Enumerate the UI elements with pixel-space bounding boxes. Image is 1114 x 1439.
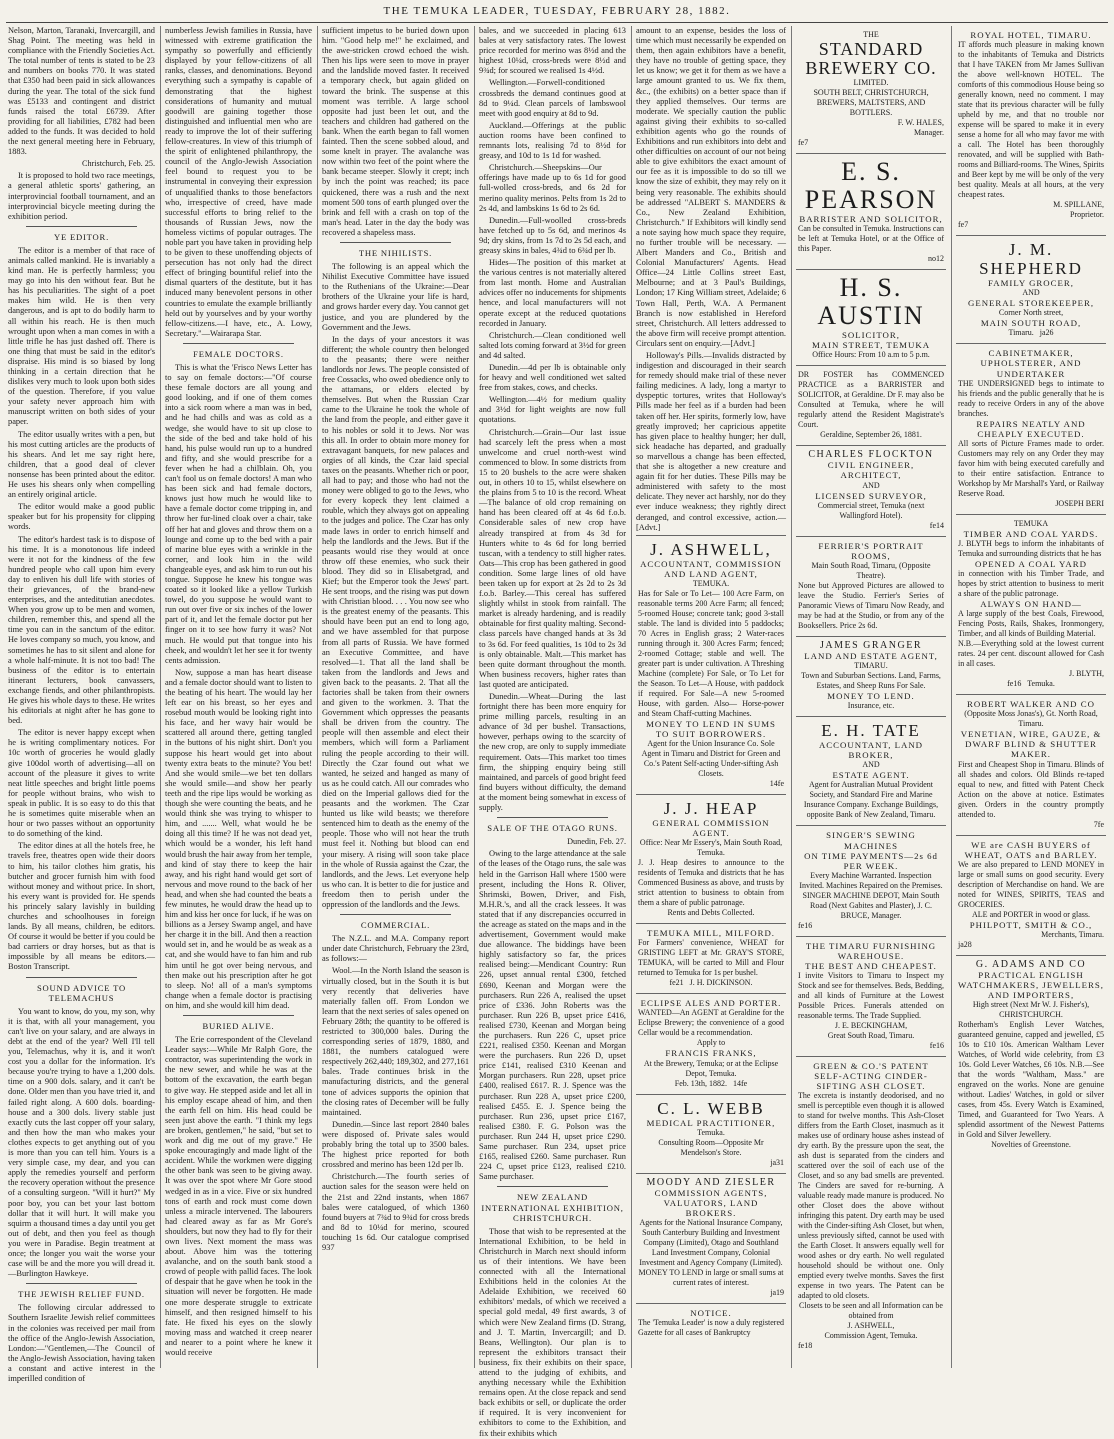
divider bbox=[183, 343, 294, 344]
headline-otago-runs: SALE OF THE OTAGO RUNS. bbox=[487, 823, 618, 834]
ad-body: Rotherham's English Lever Watches, guaranteed genuine, capped and jewelled, £5 10s to £10 10s. American Waltham Lever Watches, of World wide celebrity, from £3 10s. Gold Lever Watches, £6 10s. N.B.—See that the words "Waltham, Mass." are engraved on the works. None are genuine without. Ladies' Watches, in gold or silver cases, from 45s. Every Watch is Examined, Timed, and Guaranteed for Two Years. A splendid assortment of the Newest Patterns in Gold and Silver Jewellery. bbox=[958, 1020, 1104, 1140]
ad-the: THE bbox=[863, 30, 879, 39]
ad-date bbox=[638, 1079, 784, 1089]
ad-and: AND bbox=[862, 760, 880, 770]
ad-standard-brewery bbox=[796, 26, 946, 154]
ad-title: ROBERT WALKER AND CO bbox=[967, 699, 1095, 710]
article-text: The editor usually writes with a pen, but his most cutting articles are the products of his shears. And let me say right here, children, that a good deal of clever nonsense has been printed about the editor. He uses his shears only when compelling an entirely original article. bbox=[8, 429, 155, 500]
ad-name: J. BLYTH, bbox=[1069, 669, 1104, 679]
ad-place-text: Timaru. bbox=[1008, 328, 1034, 338]
ad-code: fe16 bbox=[929, 1041, 944, 1051]
ad-body: J. BLYTH begs to inform the inhabitants of Temuka and surrounding districts that he has bbox=[958, 538, 1104, 558]
ad-body: For Farmers' convenience, WHEAT for GRISTING LEFT at Mr. GRAY'S STORE, TEMUKA, will be carted to Mill and Flour returned to Temuka for 1s per bushel. bbox=[638, 938, 784, 978]
ad-place-text: Temuka. bbox=[1027, 679, 1055, 689]
ad-title: FERRIER'S PORTRAIT ROOMS, bbox=[818, 540, 924, 561]
article-text: Christchurch.—The fourth series of auction sales for the season were held on the 21st and 22nd instants, when 1867 bales were catalogued, of which 1360 found buyers at 7¾d to 9¾d for cross breds and 8d to 10¼d for merino, scoured touching 1s 6d. Our catalogue comprised 937 bbox=[322, 1172, 469, 1252]
headline-nihilists: THE NIHILISTS. bbox=[358, 247, 433, 258]
ad-green-co-closet bbox=[796, 1057, 946, 1356]
ad-subtitle: LAND AND ESTATE AGENT, bbox=[804, 650, 938, 661]
headline-buried-alive: BURIED ALIVE. bbox=[202, 1021, 275, 1031]
ad-name: PHILPOTT, SMITH & CO., bbox=[969, 919, 1093, 930]
ad-place: TEMUKA. bbox=[692, 578, 730, 588]
ad-title: THE TIMARU FURNISHING WAREHOUSE. bbox=[805, 940, 937, 961]
article-text: numberless Jewish families in Russia, have witnessed with extreme gratification the sympathy so powerfully and efficiently displayed by your fellow-citizens of all ranks, classes, and denominations. Beyond everything such a sympathy is capable of demonstrating that the highest considerations of humanity and mutual goodwill are gaining together those distinguished and influential men who are ready to improve the lot of their suffering fellow-creatures. In view of this triumph of the spirit of enlightened philanthropy, the council of the Anglo-Jewish Association feel bound to request you to be instrumental in conveying their expression of unqualified thanks to those benefactors who, irrespective of creed, have made successful efforts to bring relief to the thousands of Russian Jews, now the homeless victims of popular outrages. The noble part you have taken in providing help to be given to these unoffending objects of persecution has not only had the direct effect of bringing bountiful relief into the dismal quarters of the destitute, but it has induced many benevolent persons in other countries to emulate the example brilliantly held out by yourselves and by your worthy fellow-citizens.—I have, etc., A. Lowy, Secretary."—Wairarapa Star. bbox=[165, 26, 312, 338]
ad-body: Can be consulted in Temuka. Instructions can be left at Temuka Hotel, or at the Office of this Paper. bbox=[798, 224, 944, 254]
ad-trade: BREWERS, MALTSTERS, AND BOTTLERS. bbox=[816, 98, 926, 117]
ad-opened: OPENED A COAL YARD bbox=[975, 558, 1087, 569]
ad-title: ROYAL HOTEL, TIMARU. bbox=[970, 30, 1092, 40]
ad-timber-coal bbox=[956, 515, 1106, 695]
ad-foster bbox=[796, 366, 946, 446]
ad-body: Every Machine Warranted. Inspection Invited. Machines Repaired on the Premises. bbox=[799, 870, 943, 890]
ad-shepherd bbox=[956, 236, 1106, 344]
article-text: Holloway's Pills.—Invalids distracted by indigestion and discouraged in their search for remedy should make trial of these never failing medicines. A lady, long a martyr to dyspeptic tortures, writes that Holloway's Pills made her feel as if a burden had been taken off her. Her spirits, formerly low, have greatly improved; her capricious appetite has given place to healthy hunger; her dull, sick headache has departed, and gradually so marvellous a change has been effected, that she is altogether a new creature and again fit for her duties. These Pills may be administered with safety to the most delicate. They never act harshly, nor do they ever induce weakness; they rightly direct deranged, and control excessive, action.—[Advt.] bbox=[636, 351, 786, 532]
article-text: amount to an expense, besides the loss of time which must necessarily be expended on them, then again exhibitors have a benefit, they have no trouble of getting space, they let us know; we get it for them as we have a large amount granted to us. We fix them, &c., (the exhibits) on a better space than if they applied themselves. Our terms are moderate. We specially caution the public against giving their exhibits to so-called exhibition agents who go the rounds of Exhibitions and run exhibitors into debt and other difficulties on account of our not being able to give exhibitors the exact amount of our fee as it is impossible to do so till we know the size of exhibit, they may rely on it being very reasonable. The exhibits should be addressed "ALBERT S. MANDERS & Co., New Zealand Exhibition, Christchurch." If Exhibitors will kindly send a note saying how much space they require, no further trouble will be necessary. —Albert Manders and Co., British and Colonial Manufacturers' Agents. Head Office—24 Little Collins street East, Melbourne; and at 3 Paul's Buildings, London; 17 King William street, Adelaide; 6 Town Hall, Perth, W.A. A Permanent Branch is now established in Hereford street, Christchurch. All letters addressed to the above firm will receive prompt attention. Circulars sent on enquiry.—[Advt.] bbox=[636, 26, 787, 348]
masthead: THE TEMUKA LEADER, TUESDAY, FEBRUARY 28, 1882. bbox=[383, 5, 731, 17]
headline-exhibition: NEW ZEALAND INTERNATIONAL EXHIBITION, CHRISTCHURCH. bbox=[481, 1192, 624, 1223]
ad-singer bbox=[796, 826, 946, 936]
article-text: The editor dines at all the hotels free, he travels free, theatres open wide their doors to him, his tailor clothes him gratis, his butcher and grocer furnish him with food without money and without price. In short, his every want is provided for. He spends his princely salary lavishly in building churches and schoolhouses in foreign lands. By all means, children, be editors. Of course it would be better if you could be bad carriers or dray horses, but as that is impossible by all means be editors.—Boston Transcript. bbox=[8, 841, 155, 972]
ad-address: Main South Road, Timaru, (Opposite Theatre). bbox=[811, 560, 931, 580]
ad-webb bbox=[636, 1095, 786, 1174]
article-text: The following circular addressed to Southern Israelite Jewish relief committees in the colonies was received per mail from the office of the Anglo-Jewish Association, London:—"Gentlemen,—The Council of the Anglo-Jewish Association, having taken a constant and active interest in the imperilled condition of bbox=[8, 1303, 155, 1383]
ad-address: Corner North street, bbox=[998, 308, 1064, 318]
column-rule bbox=[317, 26, 318, 1368]
ad-subtitle: ACCOUNTANT, COMMISSION AND LAND AGENT, bbox=[640, 558, 782, 579]
divider bbox=[26, 1283, 137, 1284]
article-text: Wellington.—4½ for medium quality and 3½d for light weights are now full quotations. bbox=[479, 395, 626, 425]
article-text: The following is an appeal which the Nihilist Executive Committee have issued to the Ruthenians of the Ukraine:—Dear brothers of the Ukraine your life is hard, and grows harder every day. You cannot get justice, and you are plundered by the Government and the Jews. bbox=[322, 262, 469, 332]
article-text: sufficient impetus to be buried down upon him. "Good help me!" he exclaimed, and the awe-stricken crowd echoed the wish. Then his lips were seen to move in prayer and the landslide moved faster. It received a temporary check, but again glided on toward the brink. The suspense at this moment was terrible. A large school opposite had just been let out, and the teachers and children had gathered on the bank. When the earth began to fall women fainted. Then the scene sobbed aloud, and some knelt in prayer. The avalanche was now within two feet of the point where the bank became steeper. Slowly it crept; inch by inch the point was reached; its pace quickened, there was a rush and the next moment 500 tons of earth plunged over the brink and fell with a crash on top of the man's head. Later in the day the body was recovered a shapeless mass. bbox=[322, 26, 469, 237]
ad-limited: LIMITED. bbox=[853, 78, 889, 87]
ad-timaru-furnishing bbox=[796, 937, 946, 1057]
ad-title: J. ASHWELL, bbox=[650, 539, 772, 559]
ad-body: J. J. Heap desires to announce to the residents of Temuka and districts that he has Commenced Business as above, and trusts by strict attention to business to obtain from them a share of public patronage. bbox=[638, 858, 784, 908]
ad-title: J. J. HEAP bbox=[663, 799, 759, 819]
article-text: It is proposed to hold two race meetings, a general athletic sports' gathering, an interprovincial football tournament, and an interprovincial bicycle meeting during the exhibition period. bbox=[8, 171, 155, 221]
ad-name: J. H. DICKINSON. bbox=[689, 978, 753, 988]
ad-terms: ON TIME PAYMENTS—2s 6d PER WEEK. bbox=[804, 850, 938, 871]
column-rule bbox=[160, 26, 161, 1368]
ad-subtitle-2: ESTATE AGENT. bbox=[832, 770, 910, 781]
ad-body: IT affords much pleasure in making known to the inhabitants of Temuka and Districts that I have TAKEN from Mr James Sullivan the above well-known HOTEL. The comforts of this commodious House being so generally known, need no comment. I may state that its previous character will be fully upheld by me, and that no trouble nor expense will be spared to make it in every sense a home for all who may favor me with a call. The Hotel has been thoroughly renovated, and will be supplied with Bath-rooms and Billiard-rooms. The Wines, Spirits and Beer kept by me will be only of the very best quality. Meals at all hours, at the very cheapest rates. bbox=[958, 40, 1104, 200]
ad-code: 7fe bbox=[1093, 819, 1104, 829]
ad-address-2: MAIN SOUTH ROAD, bbox=[980, 318, 1082, 329]
article-text: Auckland.—Offerings at the public auction rooms have been confined to remnants lots, realising 7d to 8½d for greasy, and 10d to 1s 1d for washed. bbox=[479, 120, 626, 161]
ad-code: fe16 bbox=[798, 920, 813, 930]
ad-granger bbox=[796, 637, 946, 717]
ad-notice bbox=[636, 1304, 786, 1343]
column-2 bbox=[165, 26, 312, 1368]
ad-depot: SINGER MACHINE DEPOT, Main South Road (Next Gabites and Plaster), J. C. BRUCE, Manager. bbox=[802, 890, 940, 920]
column-rule bbox=[951, 26, 952, 1368]
ad-hours: Office Hours: From 10 a.m to 5 p.m. bbox=[812, 350, 930, 360]
ad-code: fe18 bbox=[798, 1341, 813, 1351]
ad-agents: Agents for the National Insurance Company, South Canterbury Building and Investment Company (Limited), Otago and Southland Land Investment Company, Colonial Investment and Agency Company (Limited). bbox=[639, 1218, 783, 1267]
article-text: Christchurch.—Sheepskins—Our offerings have made up to 6s 1d for good full-wolled cross-breds, and 6s 2d for merino quality merinos. Pelts from 1s 2d to 2s 4d, and lambskins 1s 6d to 2s 6d. bbox=[479, 163, 626, 213]
article-text: bales, and we succeeded in placing 613 bales at very satisfactory rates. The lowest price recorded for merino was 8½d and the highest 10¼d, cross-breds were 8½d and 9¾d; for scoured we realised 1s 4½d. bbox=[479, 26, 626, 76]
divider bbox=[26, 226, 137, 227]
ad-name: FRANCIS FRANKS, bbox=[665, 1048, 757, 1059]
article-text: Dunedin.—Since last report 2840 bales were disposed of. Private sales would probably bring the total up to 3500 bales. The highest price reported for both crossbred and merino has been 12d per lb. bbox=[322, 1119, 469, 1170]
headline-sound-advice: SOUND ADVICE TO TELEMACHUS bbox=[36, 982, 127, 1003]
ad-ferrier bbox=[796, 537, 946, 637]
ad-money: MONEY TO LEND IN SUMS TO SUIT BORROWERS. bbox=[646, 718, 776, 739]
ad-title: C. L. WEBB bbox=[657, 1098, 765, 1118]
ad-body: We are also prepared to LEND MONEY in large or small sums on good security. Every description of Merchandise on hand. We are noted for WINES, SPIRITS, TEAS and GROCERIES. bbox=[958, 859, 1104, 909]
ad-body: Agent for Australian Mutual Provident Society, and Standard Fire and Marine Insurance Company. Exchange Buildings, opposite Bank of New Zealand, Timaru. bbox=[803, 780, 939, 820]
ad-body: The excreta is instantly deodorised, and no smell is perceptible even though it is allowed to stand for twelve months. This Ash-Closet differs from the Earth Closet, inasmuch as it makes use of ordinary house ashes instead of dry earth. By the pressure upon the seat, the ash dust is separated from the cinders and scattered over the soil of each use of the Closet, and so any bad smells are prevented. The Cinders are saved for re-burning. A valuable ready made manure is produced. No other Closet does the above without infringing this patent. Dry earth may be used with the Cinder-sifting Ash Closet, but when, unless previously sifted, cannot be used with the Earth Closet. It answers equally well for wood ashes or dry earth. No well regulated household should be without one. Only emptied every twelve months. Saves the first expense in two years. The Patent can be adapted to old closets. bbox=[798, 1091, 944, 1301]
article-text: Wellington.—Forwell-conditioned crossbreds the demand continues good at 8d to 9¼d. Clean parcels of lambswool meet with good enquiry at 8d to 9d. bbox=[479, 78, 626, 118]
ad-rooms: Consulting Room—Opposite Mr Mendelson's Store. bbox=[658, 1137, 764, 1157]
ad-philpott-smith bbox=[956, 836, 1106, 956]
ad-code: ja28 bbox=[958, 939, 972, 949]
ad-tate bbox=[796, 717, 946, 826]
ad-subtitle: BARRISTER AND SOLICITOR, bbox=[799, 214, 943, 224]
ad-body: The 'Temuka Leader' is now a duly registered Gazette for all cases of Bankruptcy bbox=[638, 1318, 784, 1338]
ad-subtitle: PRACTICAL ENGLISH WATCHMAKERS, JEWELLERS, AND IMPORTERS, bbox=[958, 969, 1104, 1001]
divider bbox=[340, 914, 451, 915]
article-text: Dunedin.—Wheat—During the last fortnight there has been more enquiry for prime milling parcels, resulting in an advance of 3d per bushel. Transactions, however, perhaps owing to the scarcity of the new crop, are only to supply immediate requirement. Oats—This market too times firm, the shipping enquiry being still maintained, and parcels of good bright feed find buyers without difficulty, the demand at the moment being somewhat in excess of supply. bbox=[479, 692, 626, 813]
ad-body: I invite Visitors to Timaru to Inspect my Stock and see for themselves. Beds, Bedding, and all kinds of Furniture at the Lowest Possible Prices. Funerals attended on reasonable terms. The Trade Supplied. bbox=[798, 971, 944, 1021]
ad-place: TIMARU. bbox=[854, 661, 888, 671]
ad-title: SINGER'S SEWING MACHINES bbox=[826, 830, 916, 851]
ad-pearson bbox=[796, 154, 946, 270]
column-6 bbox=[796, 26, 946, 1368]
ad-cabinetmaker bbox=[956, 344, 1106, 514]
ad-money: MONEY TO LEND. bbox=[827, 691, 915, 702]
ad-title: CABINETMAKER, UPHOLSTERER, AND UNDERTAKER bbox=[980, 348, 1082, 379]
divider bbox=[183, 1015, 294, 1016]
ad-title: TIMBER AND COAL YARDS. bbox=[963, 528, 1099, 539]
ad-code: fe21 bbox=[669, 978, 684, 988]
ad-footer: Novelties of Greenstone. bbox=[991, 1140, 1071, 1150]
ad-title: ECLIPSE ALES AND PORTER. bbox=[640, 998, 782, 1009]
ad-title: JAMES GRANGER bbox=[819, 639, 922, 651]
ad-title: WE are CASH BUYERS of WHEAT, OATS and BARLEY. bbox=[964, 839, 1098, 860]
headline-ye-editor: YE EDITOR. bbox=[53, 231, 110, 242]
column-3 bbox=[322, 26, 469, 1368]
ad-body: DR FOSTER has COMMENCED PRACTICE as a BARRISTER and SOLICITOR, at Geraldine. Dr F. may also be Consulted at Temuka, where he will regularly attend the Resident Magistrate's Court. bbox=[798, 370, 944, 430]
column-rule bbox=[791, 26, 792, 1368]
ad-body-2: in connection with his Timber Trade, and hopes by strict attention to business to merit a share of the public patronage. bbox=[958, 569, 1104, 599]
ad-code: fe7 bbox=[958, 220, 969, 230]
divider bbox=[26, 977, 137, 978]
headline-female-doctors: FEMALE DOCTORS. bbox=[193, 348, 284, 359]
divider bbox=[497, 1186, 608, 1187]
ad-subtitle-2: GENERAL STOREKEEPER, bbox=[967, 298, 1095, 309]
divider bbox=[497, 817, 608, 818]
ad-on-hand: ALWAYS ON HAND— bbox=[980, 599, 1082, 610]
ad-address: At the Brewery, Temuka; or at the Eclipse Depot, Temuka. bbox=[643, 1058, 779, 1078]
ad-note: N.B.—Everything sold at the lowest current rates. 24 per cent. discount allowed for Cash in all cases. bbox=[958, 639, 1104, 669]
ad-title: J. M. SHEPHERD bbox=[979, 240, 1083, 279]
ad-role: Commission Agent, Temuka. bbox=[824, 1331, 918, 1341]
ad-code: ja19 bbox=[770, 1288, 784, 1297]
ad-temuka-mill bbox=[636, 924, 786, 994]
ad-code: ja31 bbox=[770, 1157, 784, 1167]
ad-subtitle: CIVIL ENGINEER, ARCHITECT, bbox=[827, 460, 915, 481]
ad-role: Proprietor. bbox=[1070, 210, 1104, 220]
ad-place: Temuka. bbox=[697, 1127, 725, 1137]
ad-title: GREEN & CO.'S PATENT SELF-ACTING CINDER-SIFTING ASH CLOSET. bbox=[813, 1061, 929, 1092]
ad-office: Office: Near Mr Essery's, Main South Road, Temuka. bbox=[639, 838, 783, 858]
ad-title: G. ADAMS AND CO bbox=[975, 958, 1087, 970]
ad-footer: Closets to be seen and all Information can be obtained from bbox=[799, 1301, 943, 1321]
ad-title: E. H. TATE bbox=[821, 721, 921, 741]
article-text: The editor is a member of that race of animals called mankind. He is invariably a kind man. He is perfectly harmless; you may go into his den without fear. But he has his peculiarities. The sight of a poet makes him wild. He is then very dangerous, and is apt to do bodily harm to all within his reach. He is then much wrought upon when a man comes in with a little trifle he has just dashed off. There is one thing that must be said in the editor's dispraise. His mind is so biased by long thinking in a certain direction that he dislikes very much to look upon both sides of the question. Therefore, if you value your safety never approach him with manuscript written on both sides of your paper. bbox=[8, 245, 155, 427]
ad-rents: Rents and Debts Collected. bbox=[667, 908, 755, 918]
ad-subtitle: GENERAL COMMISSION AGENT. bbox=[652, 818, 770, 839]
ad-code: fe16 bbox=[1007, 679, 1022, 689]
ad-ashwell bbox=[636, 535, 786, 795]
ad-and: AND bbox=[862, 480, 880, 490]
article-text: Wool.—In the North Island the season is virtually closed, but in the South it is but very recently that deliveries have materially fallen off. From London we learn that the next series of sales opened on February 28th; the quantity to be offered is restricted to 300,000 bales. During the corresponding series of 1879, 1880, and 1881, the numbers catalogued were respectively 262,440; 189,302, and 277,161 bales. Trade continues brisk in the manufacturing districts, and the general tone of advices supports the opinion that the closing rates of December will be fully maintained. bbox=[322, 966, 470, 1117]
ad-code: 14fe bbox=[733, 1078, 748, 1088]
article-text: The editor is never happy except when he is writing complimentary notices. For 10c worth of groceries he would gladly give 100dol worth of advertising—all on account of the pleasure it gives to write neat little speeches and bright little poems for people without brains, who wish to speak in public. It is so easy to do this that he is sometimes quite miserable when an hour or two passes without an opportunity to do something of the kind. bbox=[8, 728, 155, 839]
ad-code: 14fe bbox=[769, 779, 784, 789]
ad-title: MOODY AND ZIESLER bbox=[646, 1176, 776, 1188]
ad-subtitle: MEDICAL PRACTITIONER, bbox=[646, 1117, 776, 1128]
article-text: Dunedin.—4d per lb is obtainable only for heavy and well conditioned wet salted free from stakes, cows, and checks. bbox=[479, 363, 626, 393]
ad-subtitle: FAMILY GROCER, bbox=[988, 278, 1074, 289]
ad-flockton bbox=[796, 446, 946, 536]
article-text: Nelson, Marton, Taranaki, Invercargill, and Shag Point. The meeting was held in compliance with the Friendly Societies Act. The total number of tents is stated to be 23 and numbers on books 770. It was stated that £350 had been paid in sick allowances during the year. The total of the sick fund was £5133 and contingent and district funds raised the total £6739. After providing for all liabilities, £782 had been added to the funds. It was decided to hold the next general meeting here in February, 1883. bbox=[8, 26, 155, 157]
article-text: The editor's hardest task is to dispose of his time. It is a monotonous life indeed were it not for the kindness of the few hundred people who call upon him every day to enliven his dull life with stories of their grievances, of the brand-new enterprises, and the anteditutian anecdotes. When you grow up to be men and women, children, remember this, and spend all the time you can in the sanctum of the editor. He loves company so much, you know, and sometimes he has to sit silent and alone for a whole half-minute. It is not too bad! The business of the editor is to entertain itinerant lecturers, book canvassers, exchange fiends, and other philanthropists. He gives his whole days to these. He writes his editorials at night after he has gone to bed. bbox=[8, 534, 155, 726]
dateline: Christchurch, Feb. 25. bbox=[82, 159, 155, 169]
article-text: The N.Z.L. and M.A. Company report under date Christchurch, February the 23rd, as follows:— bbox=[322, 934, 469, 964]
ad-date-text: Feb. 13th, 1882. bbox=[674, 1078, 727, 1088]
ad-code: ja26 bbox=[1039, 328, 1054, 338]
column-1 bbox=[8, 26, 155, 1383]
ad-moody-ziesler bbox=[636, 1174, 786, 1304]
ad-austin bbox=[796, 270, 946, 366]
article-text: Owing to the large attendance at the sale of the leases of the Otago runs, the sale was held in the Garrison Hall where 1500 were present, including the Hons R. Oliver, Shrimski, Bowen, Driver, and Fish, M.H.R.'s, and all the crack lessees. It was stated that if any discrepancies occurred in the acreage as stated on the maps and in the advertisement, Government would make due allowance. The biddings have been highly satisfactory so far, the prices realised being:—Mendicant Country: Run 226, upset annual rental £300, fetched £690, Keenan and Morgan were the purchasers. Run 226 A, realised the upset price of £336. John Roberts was the purchaser. Run 226 B, upset price £416, realised £730, Keenan and Morgan being the purchasers. Run 226 C, upset price £221, realised £350. Keenan and Morgan were the purchasers. Run 226 D, upset price £141, realised £310 Keenan and Morgan purchasers. Run 228, upset price £400, realised £617. R. J. Spence was the purchaser. Run 228 A, upset price £200, realised £455. E. J. Spence being the purchaser. Run 236, upset price £167, realised £380. F. G. Polson was the purchaser. Run 244 H, upset price £290. Same purchaser. Run 234, upset price £165, realised £260. Same purchaser. Run 224 C, upset price £123, realised £210. Same purchaser. bbox=[479, 849, 626, 1182]
ad-apply: Apply to bbox=[696, 1038, 726, 1048]
ad-repairs: REPAIRS NEATLY AND CHEAPLY EXECUTED. bbox=[976, 418, 1086, 439]
ad-robert-walker bbox=[956, 695, 1106, 835]
article-text: Hides—The position of this market at the various centres is not materially altered from last month. Home and Australian advices offer no inducements for shipments hence, and local manufacturers will not operate except at the reduced quotations recorded in January. bbox=[479, 258, 626, 328]
ad-place: SOUTH BELT, CHRISTCHURCH, bbox=[813, 88, 929, 97]
ad-royal-hotel bbox=[956, 26, 1106, 236]
article-text: You want to know, do you, my son, why it is that, with all your management, you can't live on your salary, and are always in debt at the end of the year? Well I'll tell you, Telemachus, why it is, and it won't cost you a dollar for the information. It's because you're trying to have a 1,200 dols. time on a 900 dols. salary, and it can't be done. Older men than you have tried it, and failed right along. A 600 dols. boarding-house and a 300 dols. livery stable just exactly cuts the last copper off your salary, and then how the man who makes your clothes expects to get anything out of you is more than you can tell him. Yours is a very simple case, my dear, and you can apply the remedies yourself and perform the recovery operation without the presence of a consulting surgeon. "Will it hurt?" My poor boy, you can bet your last bottom dollar that it will hurt. It will make you squirm a thousand times a day until you get out of debt, and then you feel as though you were in Paradise. Begin treatment at once; the longer you wait the worse your case will be and the more you will dread it.—Burlington Hawkeye. bbox=[8, 1006, 155, 1279]
ad-insurance: Insurance, etc. bbox=[847, 701, 895, 711]
column-5 bbox=[636, 26, 786, 1368]
ad-top: TEMUKA bbox=[1013, 518, 1049, 528]
article-text: This is what the 'Frisco News Letter has to say on female doctors:—"Of course these female doctors are all young and good looking, and if one of them comes into a sick room where a man was in bed, and he had chills and was as cold as a wedge, she would have to sit up close to the side of the bed and take hold of his hand, his pulse would run up to a hundred and fifty, and she would prescribe for a fever when he had a chilblain. Oh, you can't fool us on female doctors! A man who has been sick and had female doctors, knows just how much he would like to have a female doctor come tripping in, and throw her fur-lined cloak over a chair, take off her hat and gloves and throw them on a lounge and come up to the bed with a pair of marine blue eyes with a wrinkle in the corner, and look him in the wild changeable eyes, and ask him to run out his tongue. Suppose he knew his tongue was coated so it looked like a yellow Turkish towel, do you suppose he would want to run out over five or six inches of the lower part of it, and let the female doctor put her finger on it to see how furry it was? Not much. He would put that tongue into his cheek, and wouldn't let her see it for twenty cents admission. bbox=[165, 363, 312, 665]
column-7 bbox=[956, 26, 1106, 1368]
ad-and: AND bbox=[1022, 288, 1040, 298]
ad-code: no12 bbox=[928, 254, 944, 264]
ad-body: WANTED—An AGENT at Geraldine for the Eclipse Brewery; the convenience of a good Cellar would be a recommendation. bbox=[638, 1008, 784, 1038]
ad-body-2: All sorts of Picture Frames made to order. Customers may rely on any Order they may favor him with being executed carefully and to their entire satisfaction. Entrance to Workshop by Mr Marshall's Yard, or Railway Reserve Road. bbox=[958, 438, 1104, 498]
ad-address: Great South Road, Timaru. bbox=[827, 1031, 915, 1041]
ad-subtitle: ACCOUNTANT, LAND BROKER, bbox=[818, 740, 924, 761]
ad-manager: F. W. HALES, bbox=[897, 118, 944, 127]
ad-address: (Opposite Moss Jonas's), Gt. North Road, Timaru. bbox=[964, 709, 1098, 729]
masthead-rule bbox=[6, 22, 1108, 23]
ad-address: High street (Next Mr W. J. Fisher's), CHRISTCHURCH. bbox=[972, 1000, 1090, 1020]
ad-body: Has for Sale or To Let— 100 Acre Farm, on reasonable terms 200 Acre Farm; all fenced; 5-roomed House; concrete tank; good 3-stall stable. The land is divided into 5 paddocks; 70 Acres in English grass; 2 Water-races running through it. 300 Acres Farm; fenced; 2-roomed Cottage; stable and well. The greater part is under cultivation. A Threshing Machine (complete) For Sale, or To Let for the Season. To Let—A House, with paddock if required. For Sale—A new 5-roomed House, with garden. Also— Horse-power and Steam Chaff-cutting Machines. bbox=[638, 588, 784, 718]
ad-code: fe14 bbox=[929, 520, 944, 530]
ad-body: Town and Suburban Sections. Land, Farms, Estates, and Sheep Runs For Sale. bbox=[801, 671, 941, 691]
ad-ale: ALE and PORTER in wood or glass. bbox=[972, 909, 1090, 919]
ad-agent: Agent for the Union Insurance Co. Sole Agent in Timaru and District for Green and Co.'s Patent Self-acting Under-sifting Ash Closets. bbox=[641, 739, 781, 779]
ad-title: STANDARD BREWERY CO. bbox=[805, 39, 937, 78]
ad-body-3: A large supply of the best Coals, Firewood, Fencing Posts, Rails, Shakes, Ironmongery, Timber, and all kinds of Building Material. bbox=[958, 609, 1104, 639]
ad-body: First and Cheapest Shop in Timaru. Blinds of all shades and colors. Old Blinds re-taped equal to new, and fitted with Patent Check Action on the above at notice. Estimates given. Orders in the country promptly attended to. bbox=[958, 759, 1104, 819]
ad-address: MAIN STREET, TEMUKA bbox=[811, 340, 931, 351]
ad-subtitle: THE BEST AND CHEAPEST. bbox=[805, 960, 937, 971]
ad-name: M. SPILLANE, bbox=[1053, 200, 1104, 210]
ad-body: None but Approved Pictures are allowed to leave the Studio. Ferrier's Series of Panoramic Views of Timaru Now Ready, and may be had at the Studio, or from any of the Booksellers. Price 2s 6d. bbox=[798, 580, 944, 630]
ad-address: Commercial street, Temuka (next Wallingford Hotel). bbox=[817, 500, 925, 520]
article-text: Christchurch.—Clean conditioned well salted lots coming forward at 3½d for green and 4d salted. bbox=[479, 330, 626, 360]
ad-name: JOSEPH BERI bbox=[1055, 498, 1104, 508]
ad-eclipse bbox=[636, 994, 786, 1094]
ad-title: NOTICE. bbox=[690, 1308, 732, 1318]
headline-jewish-relief: THE JEWISH RELIEF FUND. bbox=[18, 1289, 145, 1300]
ad-heap bbox=[636, 795, 786, 924]
article-text: In the days of your ancestors it was different; the whole country then belonged to the peasants; there were neither landlords nor Jews. The people consisted of free Cossacks, who owed obedience only to the attamans, or elders elected by themselves. But when the Russian Czar came to the Ukraine he took the whole of the land from the people, and either gave it to his nobles or sold it to Jews. Nor was this all. In order to obtain more money for extravagant banquets, for new palaces and orgies of all kinds, the Czar laid special taxes on the peasants. Whether rich or poor, all had to pay; and those who had not the money were obliged to go to the Jews, who for every kopeck they lent claimed a rouble, which they always got on appealing to the judges and police. The Czar has only made laws in order to enrich himself and help the landlords and the Jews. But if the peasants would rise they would at once throw off these enemies, who suck their blood. They did so in Elisabetgrad, and Kief; but the Emperor took the Jews' part. He sent troops, and the rising was put down with Christian blood. . . . You now see who is the greatest enemy of the peasants. This should have been put an end to long ago, and we have assembled for that purpose from all parts of Russia. We have formed an Executive Committee, and have resolved—1. That all the land shall be taken from the landlords and Jews and given back to the peasants. 2. That all the factories shall be taken from their owners and given to the workmen. 3. That the Government which oppresses the peasants shall be driven from the country. The people will then assemble and elect their members, which will form a Parliament ruling the people according to their will. Directly the Czar found out what we wanted, he seized and hanged as many of us as he could catch. All our comrades who died on the Imperial gallows died for the peasants and the workmen. The Czar hunted us like wild beasts; we therefore sentenced him to death as the enemy of the people. Those who will not hear the truth must feel it. Nothing but blood can end your misery. A rising will soon take place in the whole of Russia against the Czar, the landlords, and the Jews. Let everyone help us who can. It is better to die for justice and freedom then to perish under the oppression of the landlords and the Jews. bbox=[322, 334, 469, 909]
ad-adams-watchmakers bbox=[956, 956, 1106, 1155]
divider bbox=[340, 242, 451, 243]
dateline: Dunedin, Feb. 27. bbox=[567, 837, 626, 847]
column-rule bbox=[631, 26, 632, 1368]
ad-code: fe7 bbox=[798, 138, 809, 147]
column-rule bbox=[474, 26, 475, 1368]
column-4 bbox=[479, 26, 626, 1438]
ad-name: J. ASHWELL, bbox=[847, 1321, 895, 1331]
ad-title: CHARLES FLOCKTON bbox=[808, 449, 934, 461]
ad-subtitle-2: LICENSED SURVEYOR, bbox=[815, 490, 927, 501]
ad-subtitle: SOLICITOR, bbox=[842, 330, 900, 341]
article-text: Those that wish to be represented at the International Exhibition, to be held in Christchurch in March next should inform us of their intentions. We have been connected with all the International Exhibitions held in the colonies At the Adelaide Exhibition, we received 60 exhibitors' medals, of which we received a special gold medal, 49 first awards, 3 of which were New Zealand firms (D. Strang, and J. T. Martin, Invercargill; and D. Beans, Wellington). Our plan is to represent the exhibitors transact their business, fix their exhibits on their space, attend to the judging of exhibits, and anything necessary while the Exhibition remains open. At the close repack and send back exhibits or sell, or duplicate the order if required. It is very inconvenient for exhibitors to come to the Exhibition, and fix their exhibits which bbox=[479, 1226, 626, 1438]
ad-body: THE UNDERSIGNED begs to intimate to his friends and the public generally that he is ready to receive Orders in any of the above branches. bbox=[958, 378, 1104, 418]
ad-money: MONEY TO LEND in large or small sums at current rates of interest. bbox=[638, 1268, 784, 1287]
ad-name: J. E. BECKINGHAM, bbox=[834, 1021, 908, 1031]
ad-role: Manager. bbox=[914, 128, 944, 137]
ad-subtitle: VENETIAN, WIRE, GAUZE, & DWARF BLIND & SHUTTER MAKER. bbox=[960, 729, 1102, 760]
ad-title: E. S. PEARSON bbox=[804, 157, 938, 214]
ad-place bbox=[958, 679, 1104, 689]
ad-subtitle: COMMISSION AGENTS, VALUATORS, LAND BROKERS. bbox=[654, 1187, 768, 1218]
article-text: Christchurch.—Grain—Our last issue had scarcely left the press when a most unwelcome and cruel north-west wind commenced to blow. In some districts from 15 to 20 bushels to the acre were shaken out, in others 10 to 15, whilst elsewhere on the plains from 5 to 10 is the record. Wheat—The balance of old crop remaining on hand has been cleared off at 4s 6d f.o.b. Considerable sales of new crop have already transpired at from 4s 3d for Hunters white to 4s 6d for long berried tuscan, with a tendency to still higher rates. Oats—This crop has been gathered in good condition. Some large lines of old have been taken up for export at 2s 2d to 2s 3d f.o.b. Barley.—This cereal has suffered slightly whilst in stook from rainfall. The market is already hardening, and is readily obtainable for first quality malting. Second-class parcels have changed hands at 3s 3d to 3s 6d. For feed qualities, 1s 10d to 2s 3d is only obtainable. Malt.—This market has been quite dormant throughout the month. When business recovers, higher rates than last quoted are anticipated. bbox=[479, 427, 626, 689]
ad-signature bbox=[638, 978, 784, 988]
article-text: The editor would make a good public speaker but for his propensity for clipping words. bbox=[8, 502, 155, 532]
headline-commercial: COMMERCIAL. bbox=[360, 920, 431, 931]
ad-place bbox=[958, 328, 1104, 338]
ad-title: TEMUKA MILL, MILFORD. bbox=[646, 928, 776, 939]
ad-role: Merchants, Timaru. bbox=[1041, 929, 1104, 939]
article-text: The Erie correspondent of the Cleveland Leader says:—While Mr Ralph Gore, the contractor, was superintending the work in the new sewer, and while he was at the bottom of the excavation, the earth began to give way. He stepped aside and let all in his employ escape ahead of him, and then the earth fell on him. His head could be seen just above the earth. "I think my legs are broken, gentlemen," he said, "but set to work and dig me out of my grave." He spoke encouragingly and made light of the accident. While the workmen were digging the other bank was seen to be giving away. It was over the spot where Mr Gore stood wedged in as in a vice. Five or six hundred tons of earth and rock must come down unless a miracle intervened. The labourers had cleared away as far as Mr Gore's shoulders, but now they had to fly for their own lives. Next moment the mass was about. Above him was the tottering avalanche, and on the south bank stood a crowd of people with pallid faces. The look of despair that he gave when he took in the situation will never be forgotten. He made one more desperate struggle to extricate himself, and then resigned himself to his fate. He fixed his eyes on the slowly moving mass and watched it creep nearer and nearer to a point where he knew it would receive bbox=[165, 1035, 312, 1357]
ad-date: Geraldine, September 26, 1881. bbox=[820, 430, 922, 440]
article-text: Dunedin.—Full-woolled cross-breds have fetched up to 5s 6d, and merinos 4s 9d; dry skins, from 1s 7d to 2s 5d each, and greasy skins in bales, 4¾d to 6¾d per lb. bbox=[479, 215, 626, 255]
ad-title: H. S. AUSTIN bbox=[817, 273, 925, 331]
article-text: Now, suppose a man has heart disease and a female doctor should want to listen to the beating of his heart. The would lay her left ear on his breast, so her eyes and rosebud mouth would be looking right into his face, and her wavy hair would be scattered all around there, getting tangled in the buttons of his night shirt. Don't you suppose his heart would get into about twenty extra beats to the minute? You bet! And she would smile—we bet ten dollars she would smile—and show her pearly teeth and the ripe lips would be working as though she were counting the beats, and he would think she was trying to whisper to him, and ....... Well, what would he be doing all this time? If he was not dead yet, which would be a wonder, his left hand would brush the hair away from her temple, and kind of stay there to keep the hair away, and his right hand would get sort of nervous and move round to the back of her head, and when she had counted the beats a few minutes, he would draw the head up to him and kiss her once for luck, if he was on billions as a Jersey Swamp angel, and have her charge it in the bill. And then a reaction would set in, and he would be as weak as a cat, and she would have to fan him and rub him until he got over being nervous, and then make out his prescription after he got to sleep. No! all of a man's symptoms change when a female doctor is practising on him, and she would kill him dead. bbox=[165, 667, 312, 1010]
